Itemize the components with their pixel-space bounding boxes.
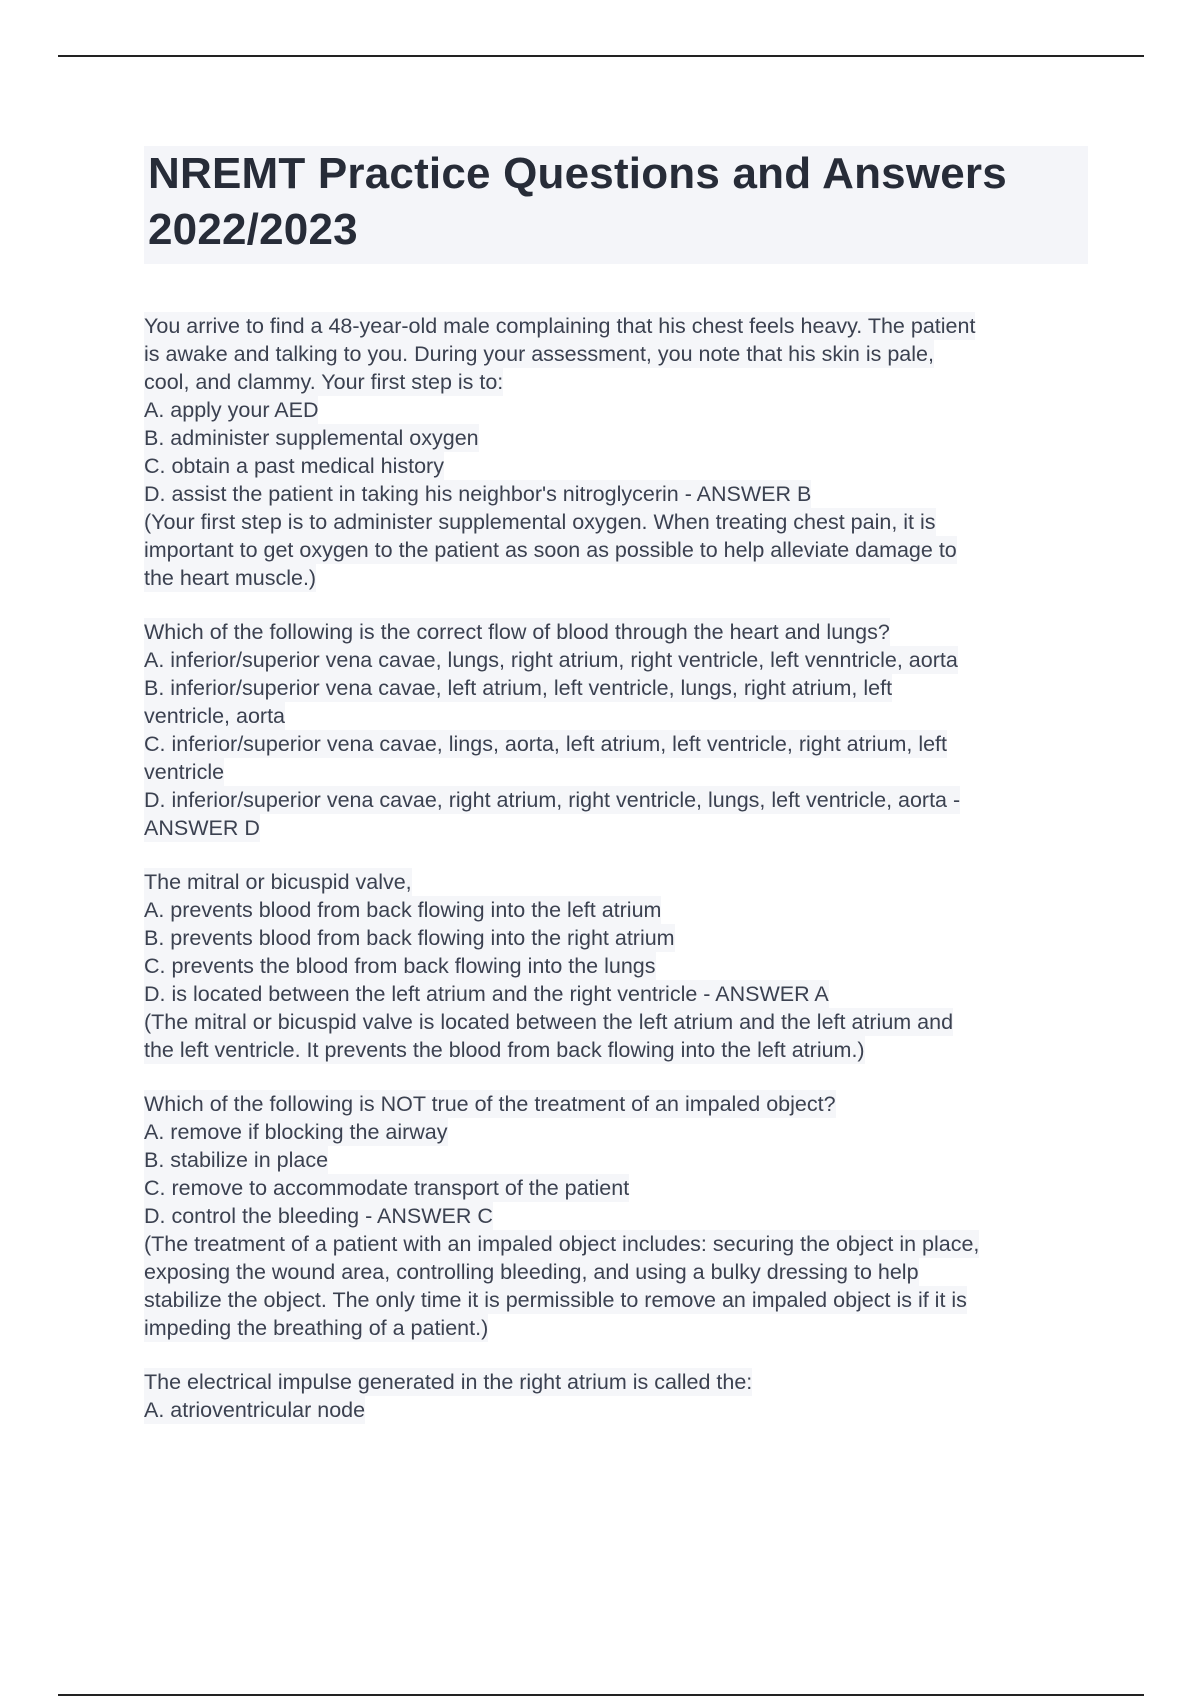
question-block-3 xyxy=(144,868,1094,1064)
option-line: ventricle, aorta xyxy=(144,704,286,728)
answer-line: ANSWER D xyxy=(144,816,260,840)
title-line-2: 2022/2023 xyxy=(148,205,358,254)
option-line: A. apply your AED xyxy=(144,398,319,422)
question-block-1 xyxy=(144,312,1094,592)
option-line: D. inferior/superior vena cavae, right atrium, right ventricle, lungs, left ventricle, aorta - xyxy=(144,788,961,812)
option-line: C. remove to accommodate transport of the patient xyxy=(144,1176,630,1200)
question-line: cool, and clammy. Your first step is to: xyxy=(144,370,504,394)
option-line: B. administer supplemental oxygen xyxy=(144,426,479,450)
explanation-line: the left ventricle. It prevents the blood from back flowing into the left atrium.) xyxy=(144,1038,865,1062)
option-line: C. obtain a past medical history xyxy=(144,454,444,478)
option-line: C. inferior/superior vena cavae, lings, aorta, left atrium, left ventricle, right atrium, left xyxy=(144,732,947,756)
explanation-line: (The mitral or bicuspid valve is located between the left atrium and the left atrium and xyxy=(144,1010,954,1034)
question-line: You arrive to find a 48-year-old male complaining that his chest feels heavy. The patient xyxy=(144,314,976,338)
option-line: B. stabilize in place xyxy=(144,1148,329,1172)
question-block-4 xyxy=(144,1090,1094,1342)
option-line: A. inferior/superior vena cavae, lungs, right atrium, right ventricle, left venntricle, aorta xyxy=(144,648,958,672)
bottom-rule xyxy=(58,1694,1144,1696)
option-line: A. remove if blocking the airway xyxy=(144,1120,448,1144)
question-line: Which of the following is the correct flow of blood through the heart and lungs? xyxy=(144,620,890,644)
explanation-line: exposing the wound area, controlling bleeding, and using a bulky dressing to help xyxy=(144,1260,919,1284)
option-line: C. prevents the blood from back flowing into the lungs xyxy=(144,954,656,978)
question-line: Which of the following is NOT true of the treatment of an impaled object? xyxy=(144,1092,836,1116)
document-title xyxy=(148,146,1084,258)
title-line-1: NREMT Practice Questions and Answers xyxy=(148,149,1007,198)
question-block-5 xyxy=(144,1368,1094,1424)
explanation-line: impeding the breathing of a patient.) xyxy=(144,1316,489,1340)
explanation-line: (The treatment of a patient with an impaled object includes: securing the object in place, xyxy=(144,1232,980,1256)
question-line: is awake and talking to you. During your assessment, you note that his skin is pale, xyxy=(144,342,934,366)
question-list xyxy=(144,312,1094,1450)
question-line: The electrical impulse generated in the right atrium is called the: xyxy=(144,1370,753,1394)
question-line: The mitral or bicuspid valve, xyxy=(144,870,412,894)
option-line: A. atrioventricular node xyxy=(144,1398,366,1422)
option-line: ventricle xyxy=(144,760,225,784)
top-rule xyxy=(58,55,1144,57)
option-line: D. control the bleeding - ANSWER C xyxy=(144,1204,493,1228)
option-line: B. prevents blood from back flowing into the right atrium xyxy=(144,926,675,950)
explanation-line: (Your first step is to administer supplemental oxygen. When treating chest pain, it is xyxy=(144,510,936,534)
explanation-line: the heart muscle.) xyxy=(144,566,317,590)
option-line: D. is located between the left atrium and the right ventricle - ANSWER A xyxy=(144,982,829,1006)
option-line: B. inferior/superior vena cavae, left atrium, left ventricle, lungs, right atrium, left xyxy=(144,676,893,700)
question-block-2 xyxy=(144,618,1094,842)
explanation-line: stabilize the object. The only time it is permissible to remove an impaled object is if it is xyxy=(144,1288,967,1312)
option-line: A. prevents blood from back flowing into the left atrium xyxy=(144,898,662,922)
option-line: D. assist the patient in taking his neighbor's nitroglycerin - ANSWER B xyxy=(144,482,812,506)
page-title xyxy=(144,146,1088,264)
explanation-line: important to get oxygen to the patient as soon as possible to help alleviate damage to xyxy=(144,538,957,562)
